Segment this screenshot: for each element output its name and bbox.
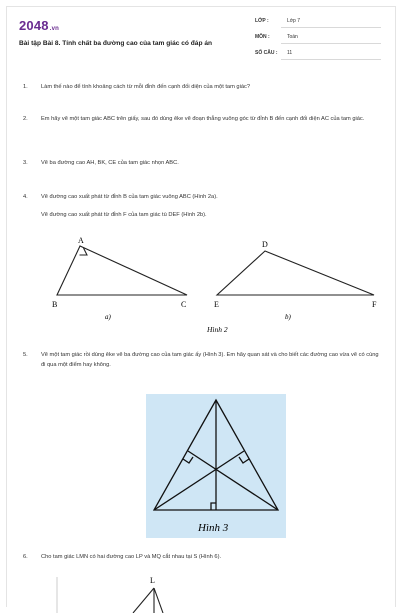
meta-grade (255, 16, 381, 28)
label-e: E (214, 300, 219, 309)
meta-value: 11 (287, 50, 293, 56)
question-text: Vẽ ba đường cao AH, BK, CE của tam giác nhọn ABC. (41, 160, 179, 166)
meta-underline (281, 43, 381, 44)
figure-6-partial (37, 573, 237, 613)
logo-text: 2048 (19, 18, 49, 33)
side-ln (154, 588, 163, 613)
label-f: F (372, 300, 377, 309)
meta-value: Lớp 7 (287, 18, 301, 24)
meta-underline (281, 59, 381, 60)
figure-2 (47, 235, 387, 339)
question-text: Em hãy vẽ một tam giác ABC trên giấy, sau đó dùng êke vẽ đoạn thẳng vuông góc từ đỉnh B đến cạnh đối diện AC của tam giác. (41, 116, 365, 122)
question-text: Làm thế nào để tính khoảng cách từ mỗi đỉnh đến cạnh đối diện của một tam giác? (41, 84, 251, 90)
label-a: A (78, 236, 84, 245)
meta-underline (281, 27, 381, 28)
question-number: 6. (23, 554, 28, 560)
figure-3-caption: Hình 3 (198, 522, 229, 534)
subfig-a-label: a) (105, 313, 111, 321)
label-c: C (181, 300, 187, 309)
site-logo[interactable] (19, 18, 59, 33)
obtuse-triangle-def (217, 251, 374, 295)
question-number: 1. (23, 84, 28, 90)
meta-subject (255, 32, 381, 44)
document-page (6, 6, 396, 607)
document-header (7, 7, 395, 71)
right-triangle-abc (57, 246, 187, 295)
meta-key: SỐ CÂU : (255, 50, 278, 56)
side-lm (133, 588, 154, 613)
label-b: B (52, 300, 58, 309)
question-text: Vẽ đường cao xuất phát từ đỉnh B của tam giác vuông ABC (Hình 2a). (41, 194, 218, 200)
question-number: 2. (23, 116, 28, 122)
logo-tld: .vn (49, 26, 60, 32)
question-number: 3. (23, 160, 28, 166)
subfig-b-label: b) (285, 313, 291, 321)
question-text: Cho tam giác LMN có hai đường cao LP và MQ cắt nhau tại S (Hình 6). (41, 554, 222, 560)
question-number: 5. (23, 352, 28, 358)
figure-3 (146, 394, 286, 538)
meta-key: MÔN : (255, 34, 270, 40)
figure-2-caption: Hình 2 (207, 325, 228, 334)
question-number: 4. (23, 194, 28, 200)
meta-question-count (255, 48, 381, 60)
meta-value: Toán (287, 34, 298, 40)
label-l: L (150, 576, 155, 585)
label-d: D (262, 240, 268, 249)
meta-key: LỚP : (255, 18, 269, 24)
question-4-sub: Vẽ đường cao xuất phát từ đỉnh F của tam giác tù DEF (Hình 2b). (41, 212, 207, 218)
question-text: Vẽ một tam giác rồi dùng êke vẽ ba đường cao của tam giác ấy (Hình 3). Em hãy quan sát và cho biết các đường cao vừa vẽ có cùng đi qua một điểm hay không. (41, 352, 379, 368)
document-title: Bài tập Bài 8. Tính chất ba đường cao của tam giác có đáp án (19, 40, 213, 47)
